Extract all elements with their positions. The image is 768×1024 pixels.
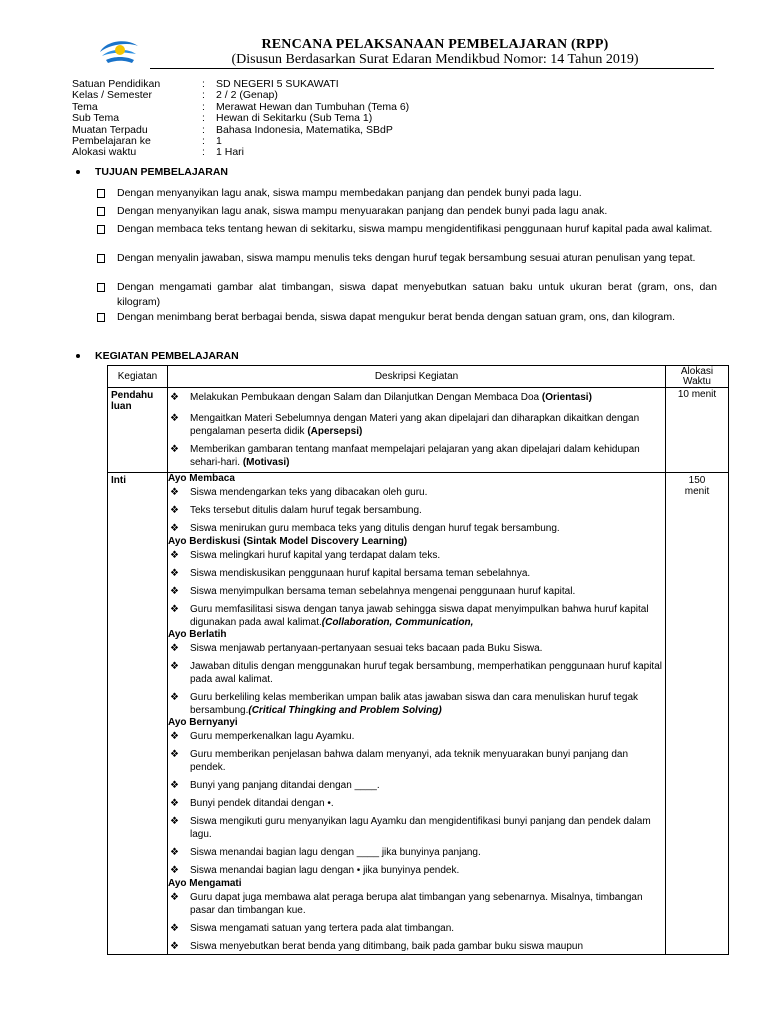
section-title-tujuan (76, 166, 228, 178)
activity-item (168, 391, 665, 404)
info-value: 1 (216, 135, 222, 148)
objective-text: Dengan menyanyikan lagu anak, siswa mampu menyuarakan panjang dan pendek bunyi pada lagu anak. (117, 205, 608, 217)
document-title: RENCANA PELAKSANAAN PEMBELAJARAN (RPP) (261, 37, 609, 52)
diamond-bullet-icon: ❖ (170, 923, 179, 934)
phase-name: Pendahu luan (111, 390, 154, 412)
diamond-bullet-icon: ❖ (170, 798, 179, 809)
checkbox-bullet-icon (97, 254, 105, 263)
activity-tag: (Apersepsi) (307, 426, 363, 437)
activity-text: Siswa menyimpulkan bersama teman sebelahnya mengenai penggunaan huruf kapital. (190, 586, 576, 597)
activity-text: Guru dapat juga membawa alat peraga berupa alat timbangan yang sebenarnya. Misalnya, timbangan pasar dan timbangan kue. (190, 892, 643, 916)
activity-text: Siswa menandai bagian lagu dengan ____ jika bunyinya panjang. (190, 847, 481, 858)
header-divider (150, 68, 714, 69)
activity-text: Melakukan Pembukaan dengan Salam dan Dilanjutkan Dengan Membaca Doa (190, 392, 542, 403)
diamond-bullet-icon: ❖ (170, 444, 179, 455)
info-separator: : (202, 135, 205, 148)
objective-text: Dengan menyanyikan lagu anak, siswa mampu membedakan panjang dan pendek bunyi pada lagu. (117, 187, 582, 199)
info-value: 1 Hari (216, 146, 245, 159)
diamond-bullet-icon: ❖ (170, 816, 179, 827)
activity-text: Siswa menandai bagian lagu dengan • jika bunyinya pendek. (190, 865, 460, 876)
diamond-bullet-icon: ❖ (170, 661, 179, 672)
activity-item (168, 779, 665, 792)
activity-text: Teks tersebut ditulis dalam huruf tegak bersambung. (190, 505, 422, 516)
diamond-bullet-icon: ❖ (170, 568, 179, 579)
info-label: Satuan Pendidikan (72, 78, 161, 90)
objective-item (97, 222, 717, 237)
header-deskripsi: Deskripsi Kegiatan (168, 366, 666, 388)
activity-text: Bunyi yang panjang ditandai dengan ____. (190, 780, 380, 791)
objective-item (97, 204, 717, 219)
activity-text: Siswa menyebutkan berat benda yang ditimbang, baik pada gambar buku siswa maupun (190, 941, 584, 952)
phase-name: Inti (111, 475, 126, 486)
activity-text: Guru memperkenalkan lagu Ayamku. (190, 731, 355, 742)
section-title-kegiatan (76, 350, 239, 362)
activity-text: Guru memberikan penjelasan bahwa dalam menyanyi, ada teknik menyuarakan bunyi panjang dan pendek. (190, 749, 629, 773)
activity-item (168, 815, 665, 841)
info-separator: : (202, 100, 205, 113)
diamond-bullet-icon: ❖ (170, 505, 179, 516)
diamond-bullet-icon: ❖ (170, 487, 179, 498)
activity-tag: (Critical Thingking and Problem Solving) (248, 705, 442, 716)
activity-text: Siswa menjawab pertanyaan-pertanyaan sesuai teks bacaan pada Buku Siswa. (190, 643, 543, 654)
header-kegiatan: Kegiatan (108, 366, 168, 388)
diamond-bullet-icon: ❖ (170, 847, 179, 858)
diamond-bullet-icon: ❖ (170, 749, 179, 760)
activity-item (168, 691, 665, 717)
activity-text: Siswa mengikuti guru menyanyikan lagu Ayamku dan mengidentifikasi bunyi panjang dan pendek dalam lagu. (190, 816, 651, 840)
activity-item (168, 603, 665, 629)
activity-item (168, 864, 665, 877)
activity-tag: (Collaboration, Communication, (321, 617, 474, 628)
activity-item (168, 940, 665, 953)
activity-tag: (Motivasi) (242, 457, 290, 468)
tut-wuri-handayani-logo (98, 36, 140, 66)
info-separator: : (202, 146, 205, 159)
activity-table (107, 365, 729, 955)
activity-item (168, 412, 665, 438)
info-separator: : (202, 89, 205, 102)
activity-item (168, 922, 665, 935)
section-title-text: KEGIATAN PEMBELAJARAN (95, 350, 239, 362)
activity-item (168, 642, 665, 655)
activity-text: Mengaitkan Materi Sebelumnya dengan Materi yang akan dipelajari dan diharapkan dikaitkan dengan pengalaman peserta didik (190, 413, 640, 437)
info-value: Hewan di Sekitarku (Sub Tema 1) (216, 112, 373, 125)
diamond-bullet-icon: ❖ (170, 643, 179, 654)
table-row-pendahuluan (108, 388, 729, 473)
activity-text: Siswa mengamati satuan yang tertera pada alat timbangan. (190, 923, 455, 934)
activity-item (168, 846, 665, 859)
checkbox-bullet-icon (97, 225, 105, 234)
info-separator: : (202, 123, 205, 136)
subsection-heading: Ayo Berlatih (168, 629, 227, 640)
diamond-bullet-icon: ❖ (170, 413, 179, 424)
activity-text: Guru berkeliling kelas memberikan umpan balik atas jawaban siswa dan cara menuliskan huruf tegak bersambung. (190, 692, 639, 716)
diamond-bullet-icon: ❖ (170, 780, 179, 791)
objective-item (97, 186, 717, 201)
diamond-bullet-icon: ❖ (170, 865, 179, 876)
activity-item (168, 443, 665, 469)
objective-text: Dengan mengamati gambar alat timbangan, siswa dapat menyebutkan satuan baku untuk ukuran berat (gram, ons, dan kilogram) (117, 281, 717, 308)
objective-item (97, 251, 717, 266)
activity-item (168, 891, 665, 917)
diamond-bullet-icon: ❖ (170, 731, 179, 742)
activity-text: Bunyi pendek ditandai dengan •. (190, 798, 334, 809)
subsection-heading: Ayo Mengamati (168, 878, 242, 889)
info-label: Muatan Terpadu (72, 123, 148, 136)
activity-item (168, 549, 665, 562)
table-row-inti (108, 473, 729, 955)
diamond-bullet-icon: ❖ (170, 692, 179, 703)
activity-item (168, 486, 665, 499)
checkbox-bullet-icon (97, 207, 105, 216)
info-row (72, 147, 409, 158)
activity-text: Siswa menirukan guru membaca teks yang ditulis dengan huruf tegak bersambung. (190, 523, 560, 534)
diamond-bullet-icon: ❖ (170, 392, 179, 403)
activity-item (168, 585, 665, 598)
section-title-text: TUJUAN PEMBELAJARAN (95, 166, 229, 178)
activity-item (168, 748, 665, 774)
activity-text: Jawaban ditulis dengan menggunakan huruf tegak bersambung, memperhatikan penggunaan huruf kapital pada awal kalimat. (190, 661, 662, 685)
subsection-heading: Ayo Berdiskusi (Sintak Model Discovery Learning) (168, 536, 408, 547)
phase-time: 10 menit (677, 389, 717, 400)
diamond-bullet-icon: ❖ (170, 586, 179, 597)
phase-time: 150 menit (684, 475, 710, 497)
bullet-dot-icon (76, 354, 80, 358)
subsection-heading: Ayo Membaca (168, 473, 235, 484)
activity-text: Guru memfasilitasi siswa dengan tanya jawab sehingga siswa dapat menyimpulkan bahwa huruf kapital digunakan pada awal kalimat. (190, 604, 649, 628)
diamond-bullet-icon: ❖ (170, 604, 179, 615)
objective-text: Dengan menyalin jawaban, siswa mampu menulis teks dengan huruf tegak bersambung sesuai aturan penulisan yang tepat. (117, 252, 696, 264)
info-value: 2 / 2 (Genap) (216, 89, 278, 102)
objective-item (97, 280, 717, 310)
diamond-bullet-icon: ❖ (170, 892, 179, 903)
activity-item (168, 522, 665, 535)
checkbox-bullet-icon (97, 189, 105, 198)
bullet-dot-icon (76, 170, 80, 174)
info-separator: : (202, 78, 205, 90)
diamond-bullet-icon: ❖ (170, 550, 179, 561)
checkbox-bullet-icon (97, 283, 105, 292)
info-value: Merawat Hewan dan Tumbuhan (Tema 6) (216, 100, 410, 113)
diamond-bullet-icon: ❖ (170, 941, 179, 952)
phase-description (168, 473, 666, 955)
activity-item (168, 567, 665, 580)
diamond-bullet-icon: ❖ (170, 523, 179, 534)
phase-description (168, 388, 666, 473)
info-label: Kelas / Semester (72, 89, 152, 102)
info-row (72, 113, 409, 124)
activity-item (168, 660, 665, 686)
info-value: Bahasa Indonesia, Matematika, SBdP (216, 123, 393, 136)
table-header-row (108, 366, 729, 388)
info-separator: : (202, 112, 205, 125)
activity-text: Siswa mendengarkan teks yang dibacakan oleh guru. (190, 487, 428, 498)
identity-info (72, 79, 409, 159)
subsection-heading: Ayo Bernyanyi (168, 717, 238, 728)
activity-text: Siswa mendiskusikan penggunaan huruf kapital bersama teman sebelahnya. (190, 568, 531, 579)
header-alokasi: Alokasi Waktu (666, 366, 729, 388)
info-label: Pembelajaran ke (72, 135, 151, 148)
activity-tag: (Orientasi) (541, 392, 592, 403)
info-label: Sub Tema (72, 112, 120, 125)
checkbox-bullet-icon (97, 313, 105, 322)
info-label: Tema (72, 100, 98, 113)
objective-item (97, 310, 717, 325)
document-subtitle: (Disusun Berdasarkan Surat Edaran Mendikbud Nomor: 14 Tahun 2019) (231, 52, 639, 67)
activity-item (168, 504, 665, 517)
activity-item (168, 797, 665, 810)
activity-text: Memberikan gambaran tentang manfaat mempelajari pelajaran yang akan dipelajari dalam kehidupan sehari-hari. (190, 444, 640, 468)
objective-text: Dengan membaca teks tentang hewan di sekitarku, siswa mampu mengidentifikasi penggunaan huruf kapital pada awal kalimat. (117, 223, 713, 235)
objective-text: Dengan menimbang berat berbagai benda, siswa dapat mengukur berat benda dengan satuan gram, ons, dan kilogram. (117, 311, 676, 323)
info-value: SD NEGERI 5 SUKAWATI (216, 78, 339, 90)
info-label: Alokasi waktu (72, 146, 137, 159)
activity-text: Siswa melingkari huruf kapital yang terdapat dalam teks. (190, 550, 441, 561)
activity-item (168, 730, 665, 743)
